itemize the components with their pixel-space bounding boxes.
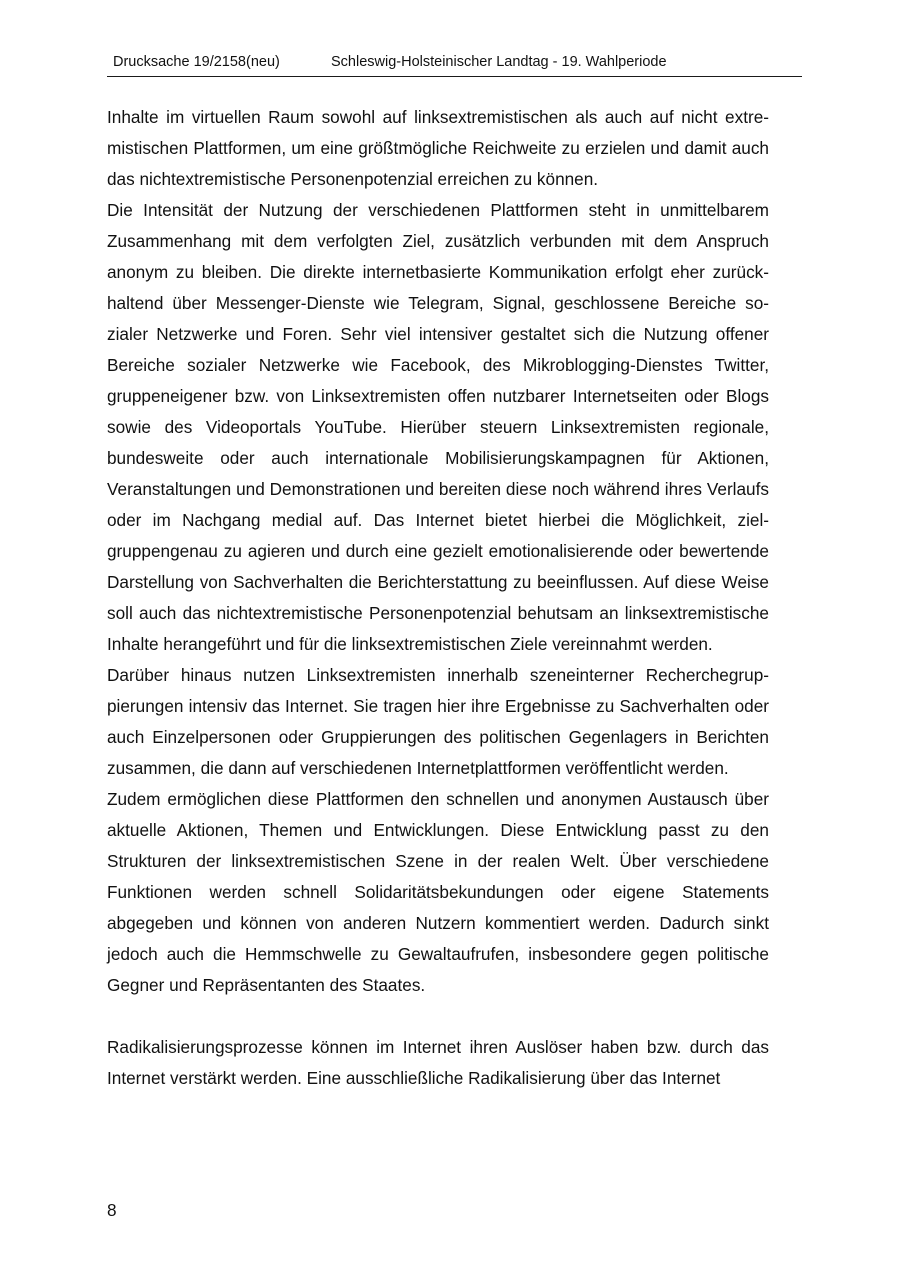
parliament-period: Schleswig-Holsteinischer Landtag - 19. Wahlperiode bbox=[331, 54, 667, 70]
page-header bbox=[107, 50, 802, 77]
paragraph: Inhalte im virtuellen Raum sowohl auf linksextremistischen als auch auf nicht extremistischen Plattformen, um eine größtmögliche Reichweite zu erzielen und damit auch das nichtextremistische Personenpotenzial erreichen zu können. bbox=[107, 107, 769, 189]
body-text bbox=[107, 102, 769, 1094]
paragraph: Die Intensität der Nutzung der verschiedenen Plattformen steht in unmittelbarem Zusammenhang mit dem verfolgten Ziel, zusätzlich verbunden mit dem Anspruch anonym zu bleiben. Die direkte internetbasierte Kommunikation erfolgt eher zurückhaltend über Messenger-Dienste wie Telegram, Signal, geschlossene Bereiche sozialer Netzwerke und Foren. Sehr viel intensiver gestaltet sich die Nutzung offener Bereiche sozialer Netzwerke wie Facebook, des Mikroblogging-Dienstes Twitter, gruppeneigener bzw. von Linksextremisten offen nutzbarer Internetseiten oder Blogs sowie des Videoportals YouTube. Hierüber steuern Linksextremisten regionale, bundesweite oder auch internationale Mobilisierungskampagnen für Aktionen, Veranstaltungen und Demonstrationen und bereiten diese noch während ihres Verlaufs oder im Nachgang medial auf. Das Internet bietet hierbei die Möglichkeit, zielgruppengenau zu agieren und durch eine gezielt emotionalisierende oder bewertende Darstellung von Sachverhalten die Berichterstattung zu beeinflussen. Auf diese Weise soll auch das nichtextremistische Personenpotenzial behutsam an linksextremistische Inhalte herangeführt und für die linksextremistischen Ziele vereinnahmt werden. bbox=[107, 200, 769, 654]
page-number: 8 bbox=[107, 1200, 117, 1220]
paragraph: Zudem ermöglichen diese Plattformen den schnellen und anonymen Austausch über aktuelle Aktionen, Themen und Entwicklungen. Diese Entwicklung passt zu den Strukturen der linksextremistischen Szene in der realen Welt. Über verschiedene Funktionen werden schnell Solidaritätsbekundungen oder eigene Statements abgegeben und können von anderen Nutzern kommentiert werden. Dadurch sinkt jedoch auch die Hemmschwelle zu Gewaltaufrufen, insbesondere gegen politische Gegner und Repräsentanten des Staates. bbox=[107, 789, 769, 995]
document-id: Drucksache 19/2158(neu) bbox=[113, 54, 280, 70]
paragraph: Radikalisierungsprozesse können im Internet ihren Auslöser haben bzw. durch das Internet verstärkt werden. Eine ausschließliche Radikalisierung über das Internet bbox=[107, 1037, 769, 1088]
paragraph: Darüber hinaus nutzen Linksextremisten innerhalb szeneinterner Recherchegruppierungen intensiv das Internet. Sie tragen hier ihre Ergebnisse zu Sachverhalten oder auch Einzelpersonen oder Gruppierungen des politischen Gegenlagers in Berichten zusammen, die dann auf verschiedenen Internetplattformen veröffentlicht werden. bbox=[107, 665, 769, 778]
